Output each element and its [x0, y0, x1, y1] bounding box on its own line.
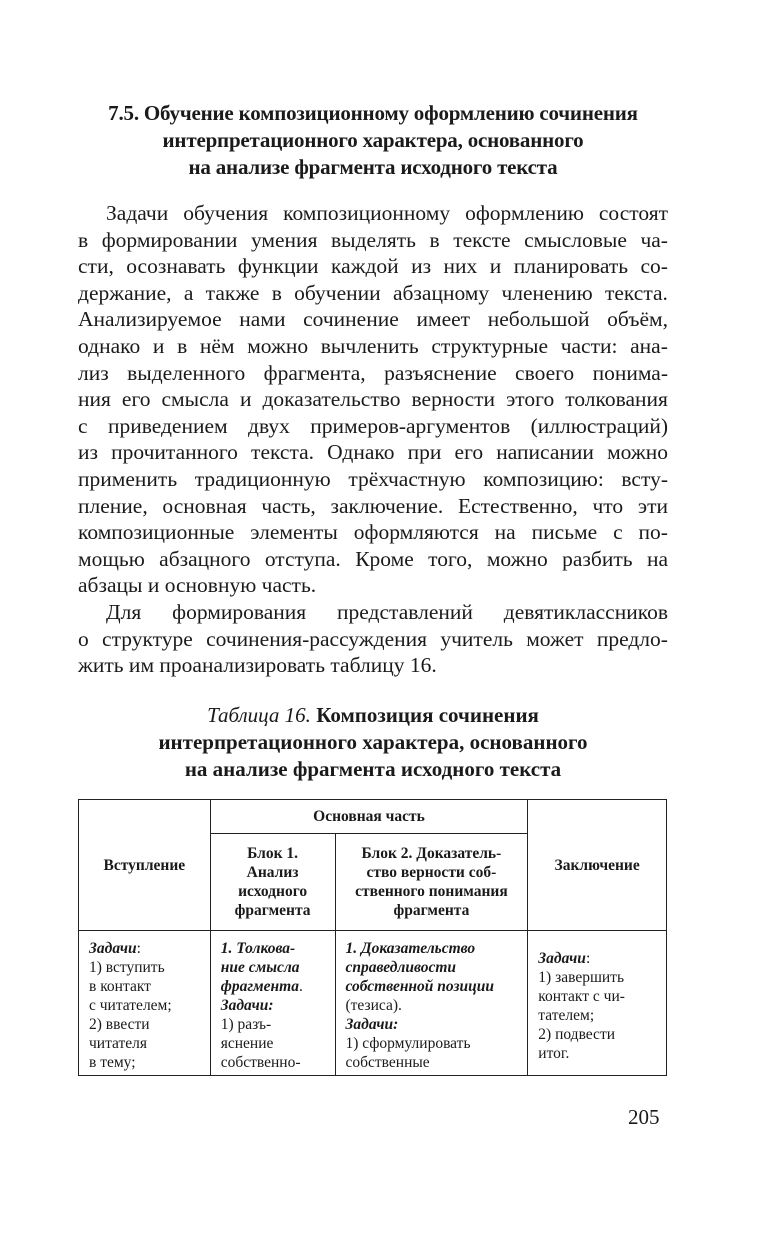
cell-intro: Задачи: 1) вступить в контакт с читателем; 2) ввести читателя в тему;: [79, 931, 211, 1076]
text-line: с приведением двух примеров-аргументов (иллюстраций): [78, 413, 668, 438]
text-line: о структуре сочинения-рассуждения учитель может предло-: [78, 626, 668, 651]
text-line: мощью абзацного отступа. Кроме того, можно разбить на: [78, 546, 668, 571]
body-text: [78, 200, 668, 679]
cell-block-2: 1. Доказательство справедливости собственной позиции (тезиса). Задачи: 1) сформулировать собственные: [335, 931, 528, 1076]
table-title-line: на анализе фрагмента исходного текста: [184, 757, 562, 781]
text-line: из прочитанного текста. Однако при его написании можно: [78, 440, 668, 465]
tasks-label: Задачи:: [345, 1016, 399, 1033]
text-line: композиционные элементы оформляются на письме с по-: [78, 520, 668, 545]
table-title-line: Композиция сочинения: [316, 703, 539, 727]
cell-conclusion: Задачи: 1) завершить контакт с чи- тателем; 2) подвести итог.: [528, 931, 667, 1076]
tasks-label: Задачи:: [220, 997, 274, 1014]
header-block-2: Блок 2. Доказатель- ство верности соб- ственного понимания фрагмента: [335, 834, 528, 931]
tasks-label: Задачи: [538, 950, 586, 967]
text-line: абзацы и основную часть.: [78, 573, 317, 598]
text-line: Задачи обучения композиционному оформлению состоят: [106, 201, 668, 225]
paragraph-1: [78, 200, 668, 599]
table-header-row: [79, 800, 667, 834]
table-title: [78, 702, 668, 783]
text-line: ния его смысла и доказательство верности этого толкования: [78, 387, 668, 412]
text-line: применить традиционную трёхчастную композицию: всту-: [78, 466, 668, 491]
header-intro: Вступление: [79, 800, 211, 931]
text-line: однако и в нём можно вычленить структурные части: ана-: [78, 333, 668, 358]
text-line: Анализируемое нами сочинение имеет небольшой объём,: [78, 307, 668, 332]
section-heading: [78, 100, 668, 181]
tasks-label: Задачи: [89, 940, 137, 957]
paragraph-2: [78, 599, 668, 679]
heading-line: на анализе фрагмента исходного текста: [188, 155, 558, 179]
heading-line: 7.5. Обучение композиционному оформлению сочинения: [108, 101, 638, 125]
text-line: пление, основная часть, заключение. Естественно, что эти: [78, 493, 668, 518]
heading-line: интерпретационного характера, основанного: [162, 128, 584, 152]
text-line: лиз выделенного фрагмента, разъяснение своего понима-: [78, 360, 668, 385]
text-line: в формировании умения выделять в тексте смысловые ча-: [78, 227, 668, 252]
table-label: Таблица 16.: [207, 703, 311, 727]
composition-table: [78, 799, 667, 1076]
text-line: держание, а также в обучении абзацному членению текста.: [78, 280, 668, 305]
text-line: жить им проанализировать таблицу 16.: [78, 653, 437, 678]
cell-block-1: 1. Толкова- ние смысла фрагмента. Задачи: 1) разъ- яснение собственно-: [210, 931, 335, 1076]
table-row: [79, 931, 667, 1076]
page-number: 205: [628, 1105, 660, 1129]
header-block-1: Блок 1. Анализ исходного фрагмента: [210, 834, 335, 931]
header-main-part: Основная часть: [210, 800, 528, 834]
text-line: Для формирования представлений девятиклассников: [106, 599, 668, 624]
text-line: сти, осознавать функции каждой из них и планировать со-: [78, 254, 668, 279]
table-title-line: интерпретационного характера, основанного: [158, 730, 588, 754]
header-conclusion: Заключение: [528, 800, 667, 931]
